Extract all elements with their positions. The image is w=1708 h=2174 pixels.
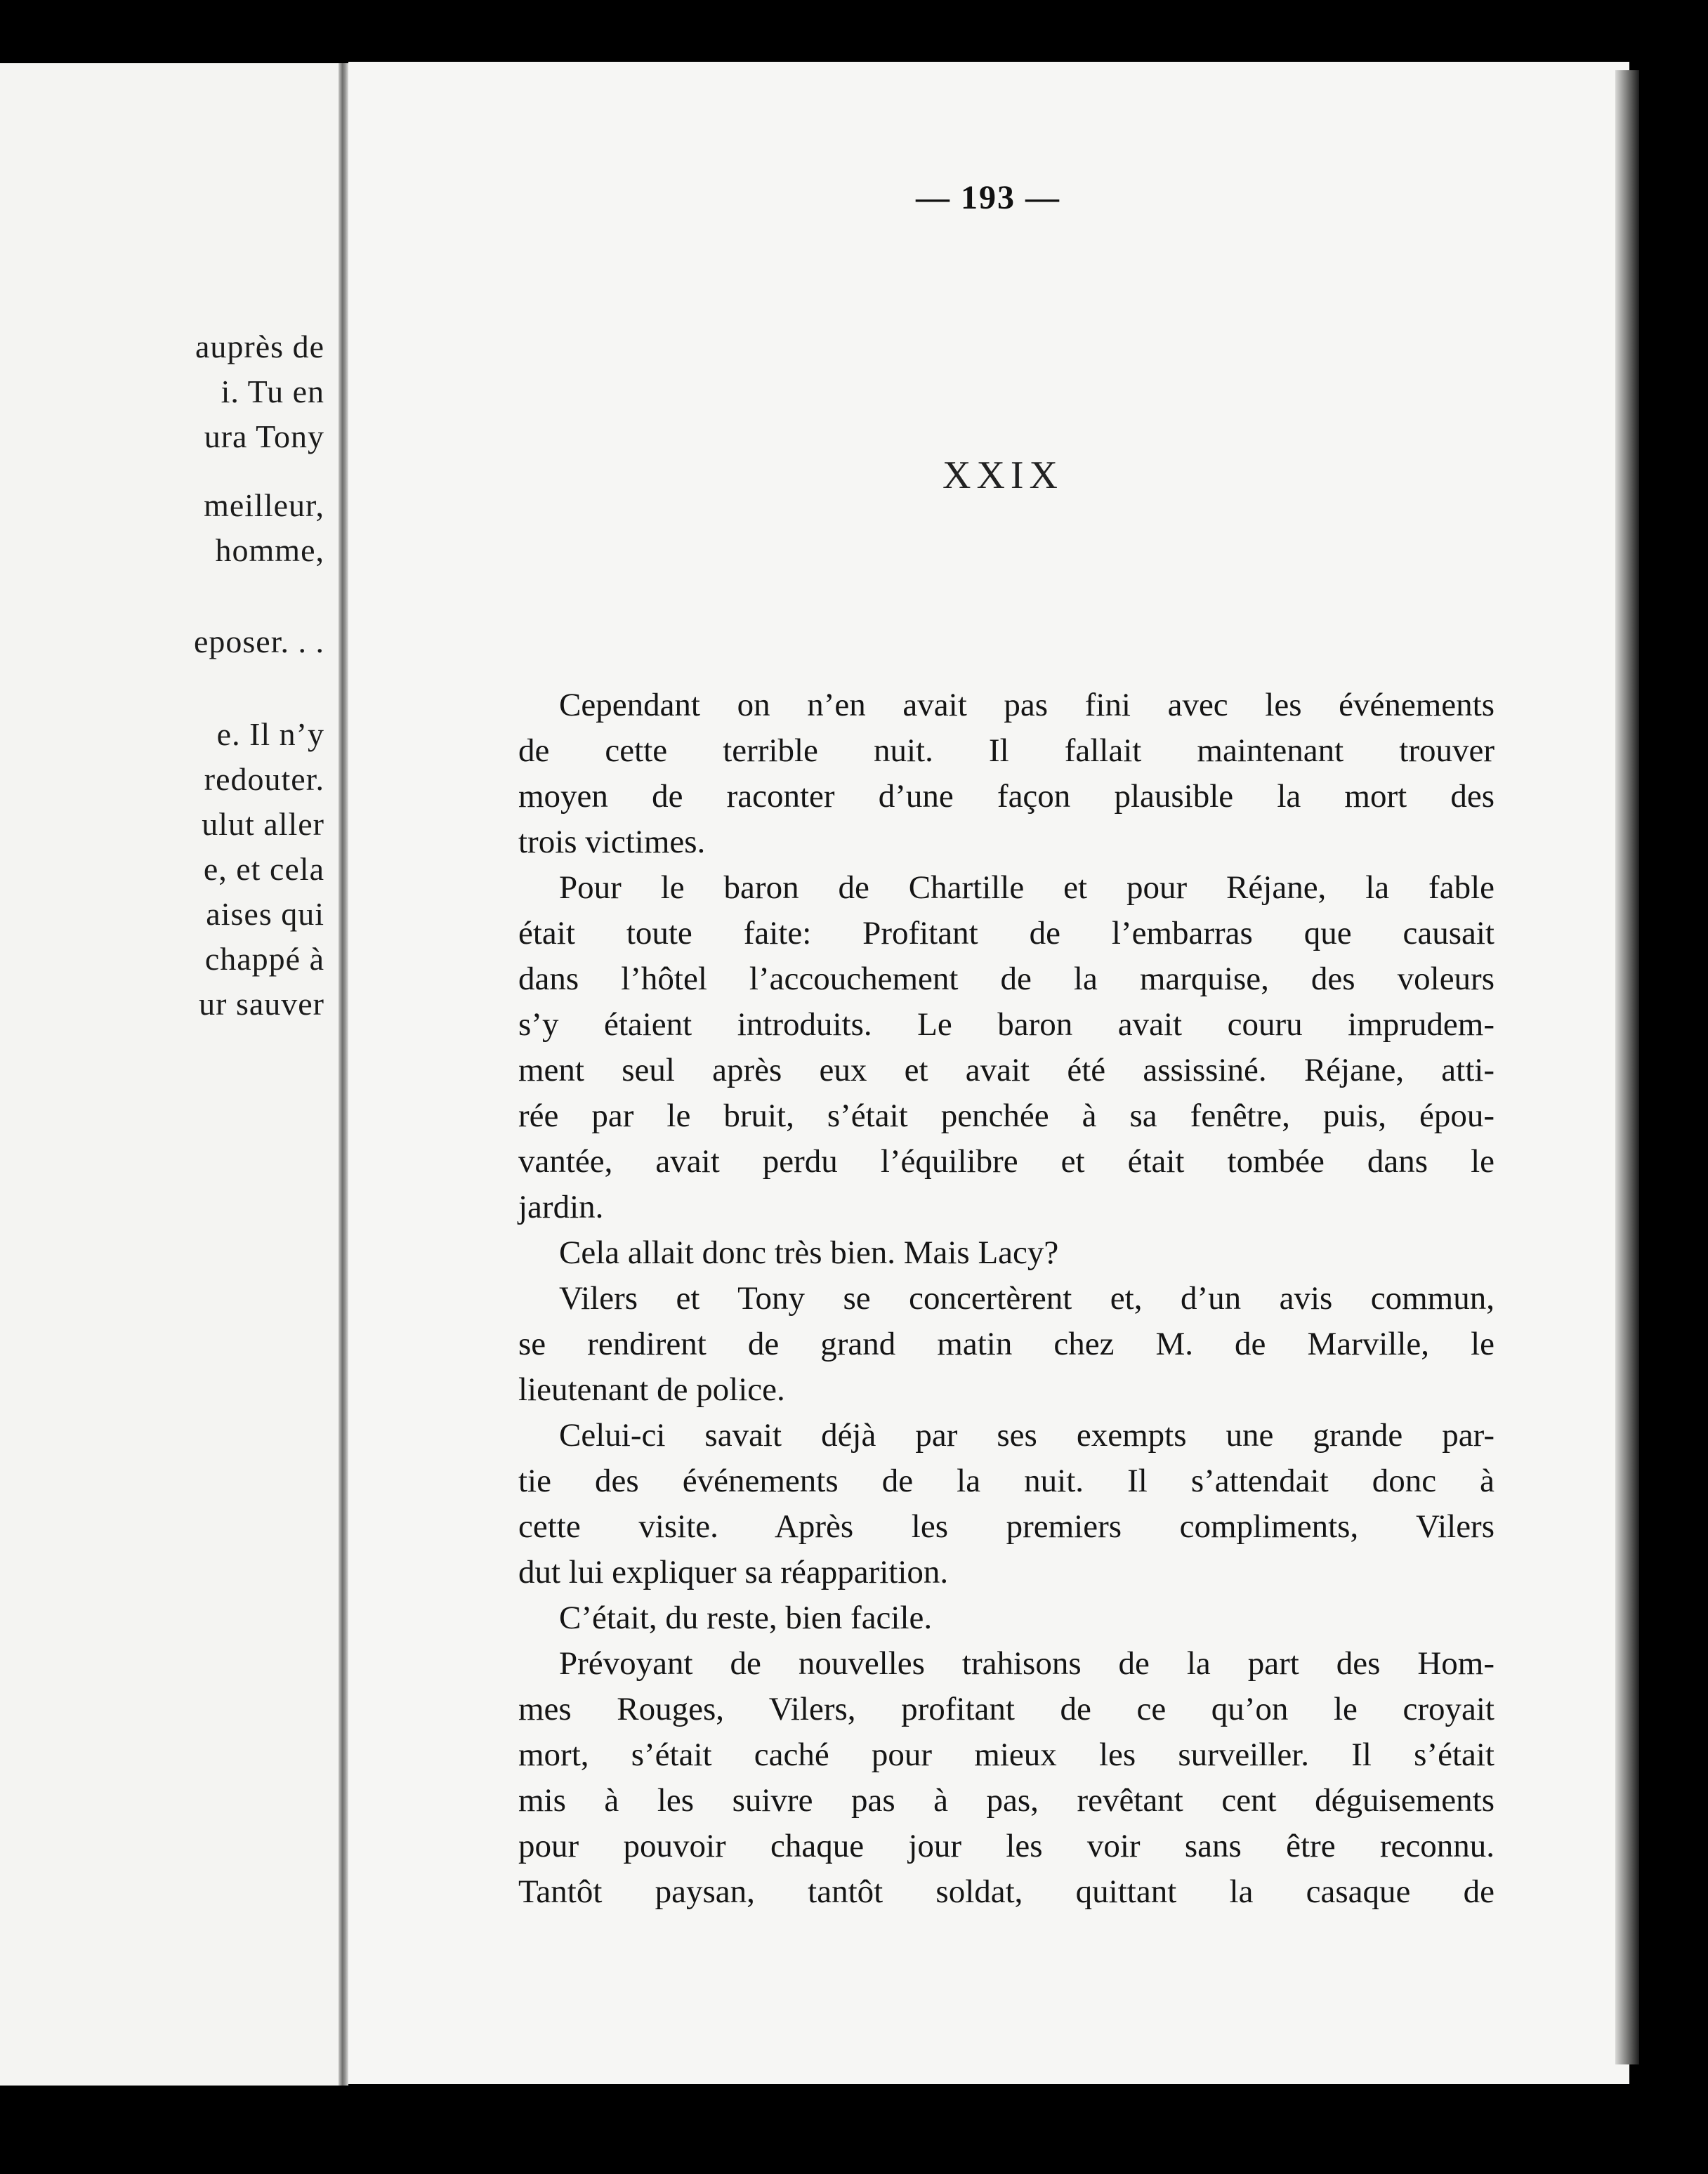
left-page-fragment: e. Il n’y	[216, 716, 324, 752]
left-page-fragment: chappé à	[204, 941, 324, 977]
body-line: rée par le bruit, s’était penchée à sa fenêtre, puis, épou-	[518, 1098, 1494, 1134]
left-page-fragment: eposer. . .	[193, 624, 324, 659]
body-line: de cette terrible nuit. Il fallait maintenant trouver	[518, 732, 1494, 769]
left-page-fragment: meilleur,	[204, 487, 324, 523]
body-line: Vilers et Tony se concertèrent et, d’un avis commun,	[559, 1280, 1494, 1317]
body-line: moyen de raconter d’une façon plausible la mort des	[518, 778, 1494, 815]
body-line: Celui-ci savait déjà par ses exempts une grande par-	[559, 1417, 1494, 1454]
left-page-fragment: homme,	[215, 532, 324, 568]
body-line: mes Rouges, Vilers, profitant de ce qu’on le croyait	[518, 1691, 1494, 1727]
left-page-fragment: aises qui	[206, 896, 324, 932]
left-page-fragment: ur sauver	[199, 986, 324, 1022]
body-line: Prévoyant de nouvelles trahisons de la part des Hom-	[559, 1645, 1494, 1682]
body-line: Pour le baron de Chartille et pour Réjane, la fable	[559, 869, 1494, 906]
body-line: s’y étaient introduits. Le baron avait couru imprudem-	[518, 1006, 1494, 1043]
body-line: tie des événements de la nuit. Il s’attendait donc à	[518, 1463, 1494, 1499]
body-line: mort, s’était caché pour mieux les surveiller. Il s’était	[518, 1737, 1494, 1773]
left-page-fragment: ulut aller	[202, 806, 324, 842]
left-page-fragment: ura Tony	[204, 419, 324, 454]
body-line: vantée, avait perdu l’équilibre et était tombée dans le	[518, 1143, 1494, 1180]
left-page-fragment: redouter.	[204, 761, 324, 797]
chapter-body-text	[518, 683, 1494, 1915]
body-line: trois victimes.	[518, 824, 706, 860]
body-line: lieutenant de police.	[518, 1371, 785, 1408]
left-page-fragment: i. Tu en	[221, 374, 324, 409]
body-line: Cela allait donc très bien. Mais Lacy?	[559, 1234, 1059, 1271]
book-gutter	[339, 63, 348, 2086]
left-page	[0, 63, 343, 2086]
body-line: ment seul après eux et avait été assissiné. Réjane, atti-	[518, 1052, 1494, 1088]
body-line: Cependant on n’en avait pas fini avec les événements	[559, 687, 1494, 723]
page-edge-shadow	[1615, 70, 1639, 2064]
left-page-fragment: e, et cela	[203, 851, 324, 887]
body-line: C’était, du reste, bien facile.	[559, 1600, 933, 1636]
body-line: cette visite. Après les premiers compliments, Vilers	[518, 1508, 1494, 1545]
body-line: pour pouvoir chaque jour les voir sans être reconnu.	[518, 1828, 1494, 1864]
body-line: dut lui expliquer sa réapparition.	[518, 1554, 949, 1590]
body-line: se rendirent de grand matin chez M. de Marville, le	[518, 1326, 1494, 1362]
left-page-fragment: auprès de	[195, 329, 324, 364]
page-number: — 193 —	[916, 179, 1060, 216]
body-line: mis à les suivre pas à pas, revêtant cent déguisements	[518, 1782, 1494, 1819]
chapter-heading: XXIX	[942, 454, 1063, 497]
body-line: dans l’hôtel l’accouchement de la marquise, des voleurs	[518, 961, 1494, 997]
body-line: jardin.	[518, 1189, 604, 1225]
body-line: Tantôt paysan, tantôt soldat, quittant la casaque de	[518, 1873, 1494, 1910]
body-line: était toute faite: Profitant de l’embarras que causait	[518, 915, 1494, 951]
